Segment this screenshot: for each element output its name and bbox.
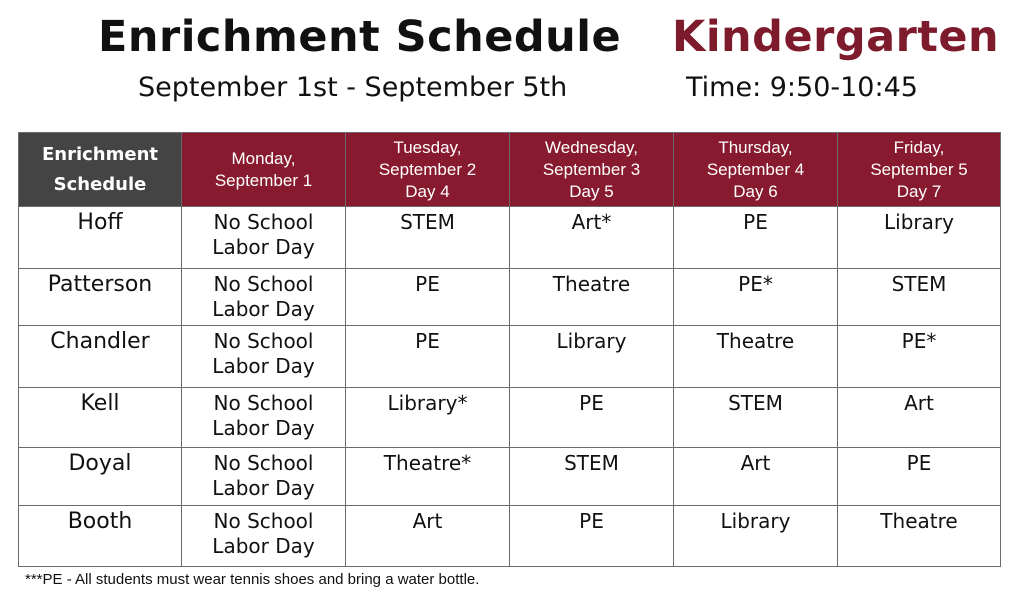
table-cell: Theatre	[674, 326, 838, 388]
table-cell: PE	[346, 326, 510, 388]
header-line: Day 6	[733, 181, 778, 201]
column-header-tuesday	[346, 133, 510, 207]
schedule-table	[18, 132, 1001, 567]
table-cell: Art	[838, 388, 1001, 448]
table-row	[19, 388, 1001, 448]
teacher-name: Hoff	[19, 207, 182, 269]
grade-label: Kindergarten	[672, 12, 1000, 62]
header-line: September 1	[214, 170, 313, 190]
header-line: September 4	[706, 159, 805, 179]
table-cell	[182, 269, 346, 326]
corner-line: Enrichment	[41, 143, 159, 165]
cell-line: Labor Day	[212, 416, 315, 440]
table-cell	[182, 207, 346, 269]
column-header-wednesday	[510, 133, 674, 207]
header-line: September 5	[870, 159, 968, 179]
table-cell: PE*	[674, 269, 838, 326]
teacher-name: Chandler	[19, 326, 182, 388]
time-range: Time: 9:50-10:45	[686, 72, 918, 103]
cell-line: No School	[213, 329, 314, 353]
table-cell: PE	[510, 506, 674, 567]
teacher-name: Doyal	[19, 448, 182, 506]
table-cell: PE*	[838, 326, 1001, 388]
table-cell: Theatre	[510, 269, 674, 326]
table-cell: STEM	[674, 388, 838, 448]
table-cell: STEM	[346, 207, 510, 269]
header-line: September 3	[542, 159, 641, 179]
table-row	[19, 326, 1001, 388]
table-cell: Art	[674, 448, 838, 506]
table-row	[19, 207, 1001, 269]
table-cell: PE	[346, 269, 510, 326]
table-cell: Library	[674, 506, 838, 567]
cell-line: Labor Day	[212, 476, 315, 500]
column-header-thursday	[674, 133, 838, 207]
table-row	[19, 269, 1001, 326]
corner-line: Schedule	[53, 173, 147, 195]
cell-line: Labor Day	[212, 534, 315, 558]
cell-line: No School	[213, 210, 314, 234]
table-cell: Library	[838, 207, 1001, 269]
table-cell: Theatre*	[346, 448, 510, 506]
header-line: Day 4	[405, 181, 450, 201]
cell-line: No School	[213, 391, 314, 415]
cell-line: No School	[213, 272, 314, 296]
corner-header	[19, 133, 182, 207]
header-line: Day 5	[569, 181, 614, 201]
column-header-friday	[838, 133, 1001, 207]
table-cell	[182, 506, 346, 567]
cell-line: No School	[213, 509, 314, 533]
cell-line: Labor Day	[212, 297, 315, 321]
header-line: September 2	[378, 159, 477, 179]
teacher-name: Booth	[19, 506, 182, 567]
cell-line: Labor Day	[212, 235, 315, 259]
header-line: Tuesday,	[393, 137, 462, 157]
teacher-name: Kell	[19, 388, 182, 448]
table-cell: Theatre	[838, 506, 1001, 567]
table-cell: PE	[838, 448, 1001, 506]
header-line: Monday,	[231, 148, 296, 168]
table-cell: Art*	[510, 207, 674, 269]
header-line: Wednesday,	[545, 137, 638, 157]
header-line: Day 7	[896, 181, 942, 201]
date-range: September 1st - September 5th	[138, 72, 568, 103]
column-header-monday	[182, 133, 346, 207]
teacher-name: Patterson	[19, 269, 182, 326]
cell-line: No School	[213, 451, 314, 475]
table-cell: Library	[510, 326, 674, 388]
table-cell: PE	[674, 207, 838, 269]
table-cell: Library*	[346, 388, 510, 448]
table-cell	[182, 448, 346, 506]
header-line: Friday,	[893, 137, 945, 157]
cell-line: Labor Day	[212, 354, 315, 378]
footnote: ***PE - All students must wear tennis shoes and bring a water bottle.	[25, 571, 480, 588]
table-row	[19, 448, 1001, 506]
header-row	[19, 133, 1001, 207]
header-line: Thursday,	[718, 137, 793, 157]
table-cell: PE	[510, 388, 674, 448]
table-cell: STEM	[838, 269, 1001, 326]
table-cell: Art	[346, 506, 510, 567]
table-row	[19, 506, 1001, 567]
table-cell: STEM	[510, 448, 674, 506]
table-cell	[182, 326, 346, 388]
table-cell	[182, 388, 346, 448]
page-title: Enrichment Schedule	[98, 12, 622, 62]
